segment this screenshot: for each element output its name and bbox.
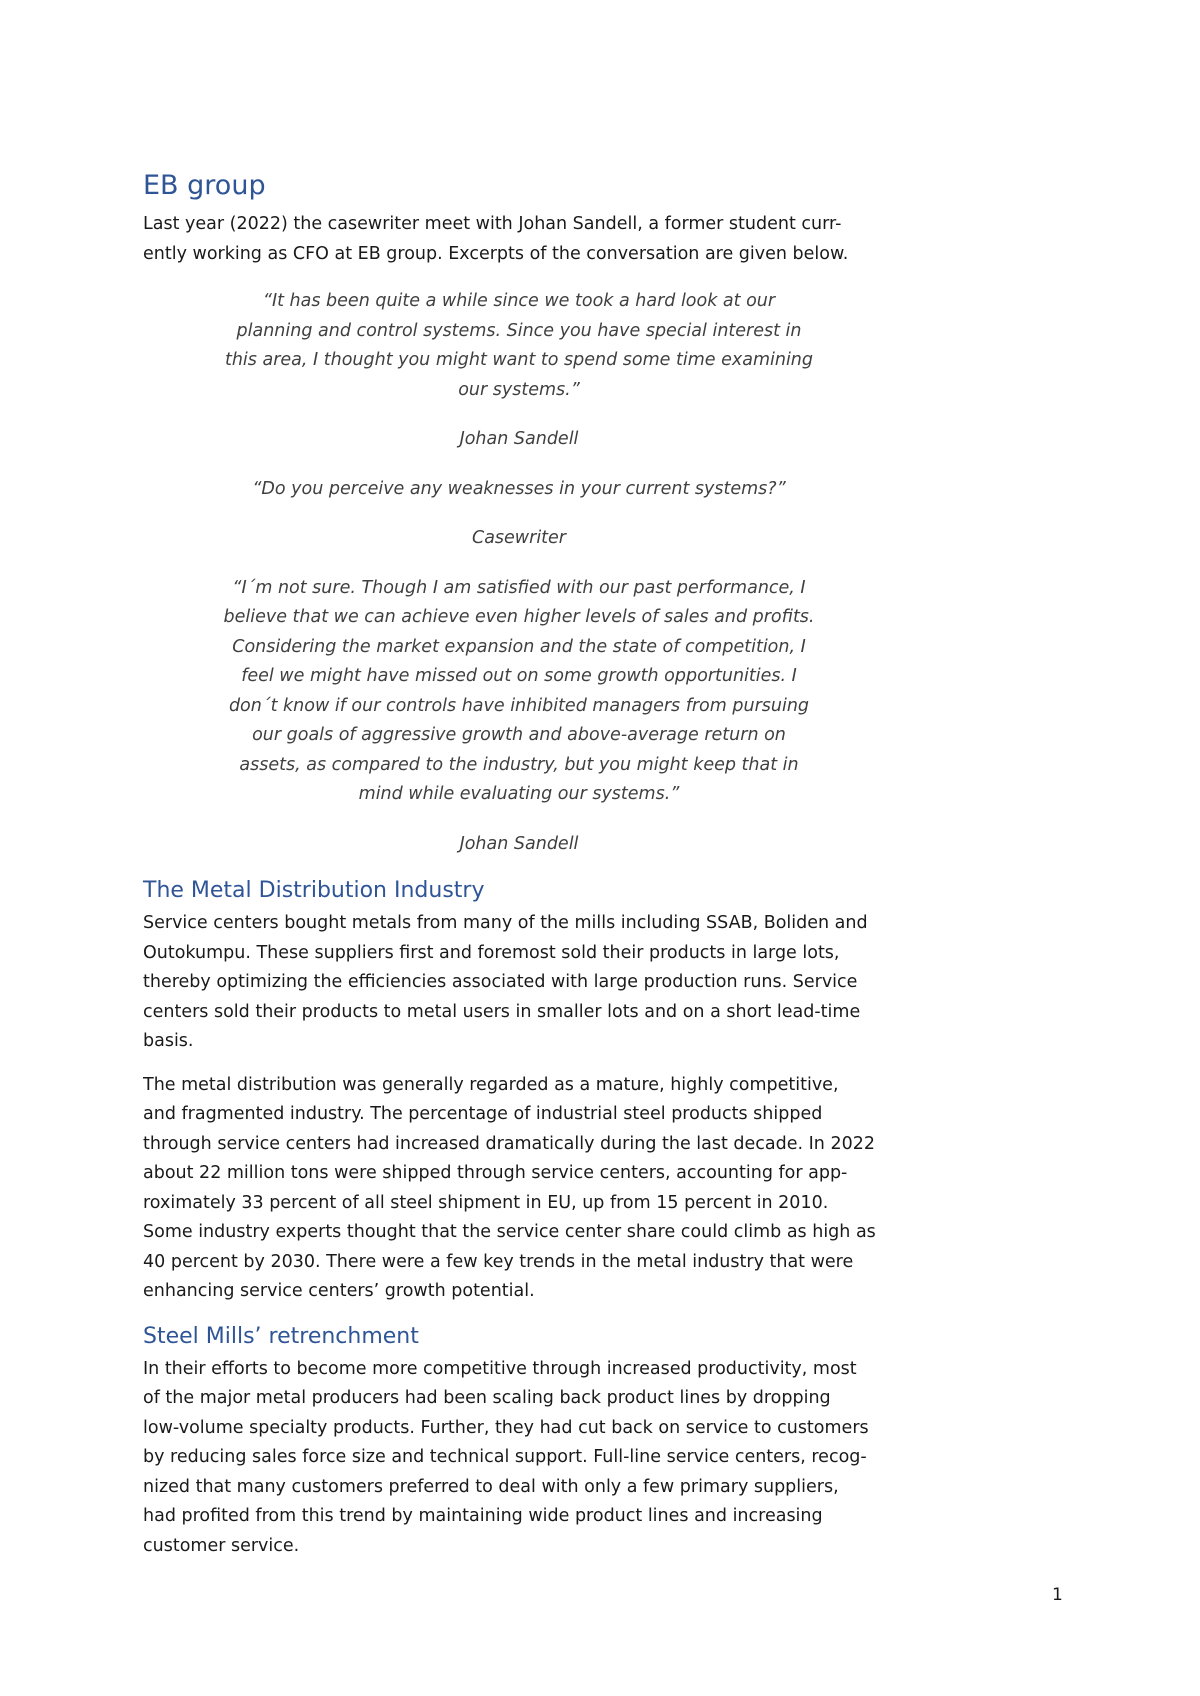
body-line: roximately 33 percent of all steel shipment in EU, up from 15 percent in 2010. xyxy=(143,1192,829,1213)
body-paragraph xyxy=(143,909,895,1057)
body-line: The metal distribution was generally regarded as a mature, highly competitive, xyxy=(143,1074,839,1095)
body-line: enhancing service centers’ growth potential. xyxy=(143,1281,535,1301)
body-line: through service centers had increased dramatically during the last decade. In 2022 xyxy=(143,1133,875,1154)
body-line: and fragmented industry. The percentage of industrial steel products shipped xyxy=(143,1104,823,1124)
intro-paragraph xyxy=(143,210,895,269)
body-paragraph xyxy=(143,1355,895,1562)
quote-line: Considering the market expansion and the state of competition, I xyxy=(232,636,806,657)
quote-line: “I´m not sure. Though I am satisfied with our past performance, I xyxy=(232,577,806,598)
body-line: basis. xyxy=(143,1031,194,1051)
body-line: In their efforts to become more competitive through increased productivity, most xyxy=(143,1358,857,1379)
quote-attribution: Casewriter xyxy=(471,528,567,548)
quote-line: feel we might have missed out on some growth opportunities. I xyxy=(241,666,797,686)
quote-block xyxy=(209,475,829,505)
body-line: thereby optimizing the efficiencies associated with large production runs. Service xyxy=(143,972,858,992)
intro-line: ently working as CFO at EB group. Excerpts of the conversation are given below. xyxy=(143,243,849,264)
quote-line: believe that we can achieve even higher levels of sales and profits. xyxy=(223,607,815,627)
quote-line: this area, I thought you might want to spend some time examining xyxy=(224,350,814,370)
quote-line: our goals of aggressive growth and above-average return on xyxy=(252,725,786,745)
page-number: 1 xyxy=(1052,1585,1063,1605)
quote-line: “It has been quite a while since we took a hard look at our xyxy=(262,291,776,311)
quote-block xyxy=(209,287,829,405)
body-paragraph xyxy=(143,1071,895,1307)
quote-line: don´t know if our controls have inhibited managers from pursuing xyxy=(228,695,810,716)
quote-line: our systems.” xyxy=(458,379,580,400)
body-line: about 22 million tons were shipped through service centers, accounting for app- xyxy=(143,1163,848,1183)
document-title: EB group xyxy=(143,170,266,201)
quote-line: assets, as compared to the industry, but you might keep that in xyxy=(239,754,799,775)
body-line: Some industry experts thought that the service center share could climb as high as xyxy=(143,1222,876,1242)
section-heading: Steel Mills’ retrenchment xyxy=(143,1323,419,1349)
body-line: centers sold their products to metal users in smaller lots and on a short lead-time xyxy=(143,1001,861,1022)
quote-line: planning and control systems. Since you have special interest in xyxy=(236,320,802,341)
quote-line: mind while evaluating our systems.” xyxy=(358,784,680,804)
quote-block xyxy=(209,574,829,810)
body-line: 40 percent by 2030. There were a few key trends in the metal industry that were xyxy=(143,1251,854,1272)
intro-line: Last year (2022) the casewriter meet with Johan Sandell, a former student curr- xyxy=(143,214,842,234)
quote-attribution: Johan Sandell xyxy=(459,833,579,854)
quote-line: “Do you perceive any weaknesses in your current systems?” xyxy=(252,478,786,499)
body-line: customer service. xyxy=(143,1535,300,1556)
body-line: had profited from this trend by maintaining wide product lines and increasing xyxy=(143,1506,823,1526)
body-line: nized that many customers preferred to deal with only a few primary suppliers, xyxy=(143,1476,839,1497)
section-heading: The Metal Distribution Industry xyxy=(143,878,485,903)
body-line: Service centers bought metals from many of the mills including SSAB, Boliden and xyxy=(143,913,868,933)
page-content xyxy=(143,168,895,1575)
body-line: of the major metal producers had been scaling back product lines by dropping xyxy=(143,1388,831,1408)
body-line: low-volume specialty products. Further, they had cut back on service to customers xyxy=(143,1417,869,1438)
body-line: by reducing sales force size and technical support. Full-line service centers, recog- xyxy=(143,1447,867,1467)
quote-attribution: Johan Sandell xyxy=(459,429,579,449)
body-line: Outokumpu. These suppliers first and foremost sold their products in large lots, xyxy=(143,942,840,963)
